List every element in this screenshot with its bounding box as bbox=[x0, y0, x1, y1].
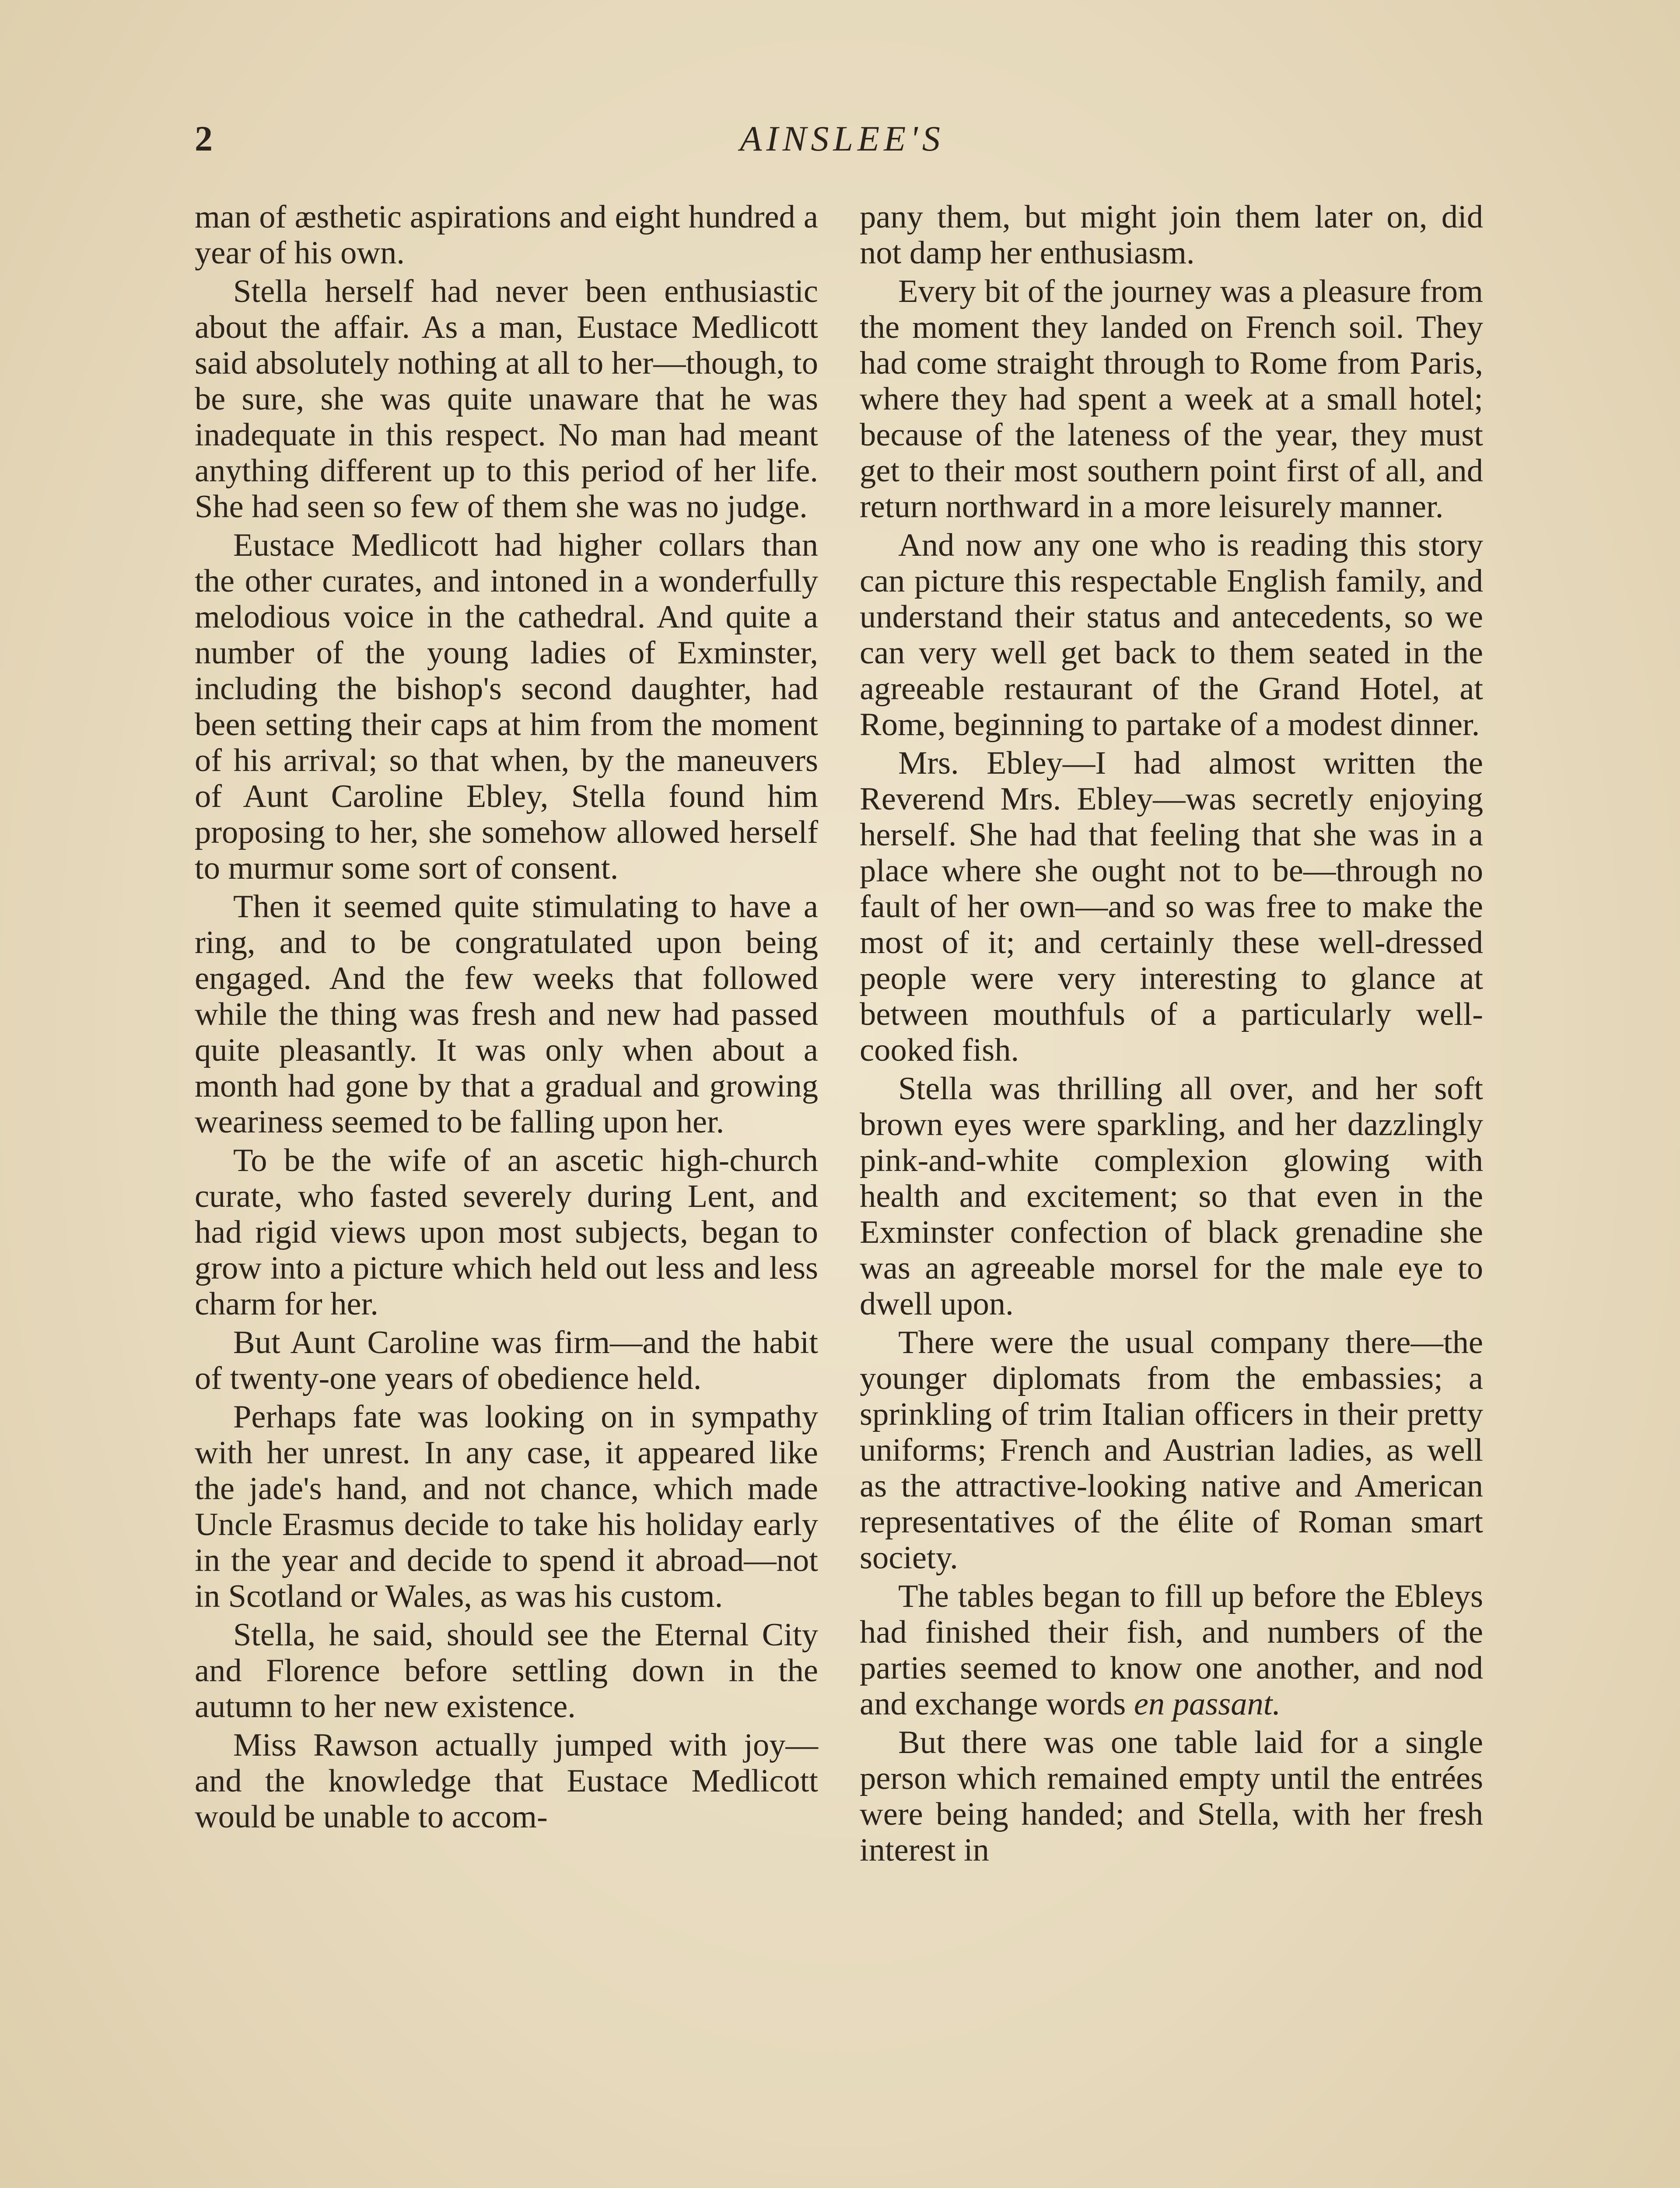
paragraph: Then it seemed quite stimulating to have a ring, and to be congratulated upon being engaged. And the few weeks that followed while the thing was fresh and new had passed quite pleasantly. It was only when about a month had gone by that a gradual and growing weariness seemed to be falling upon her. bbox=[195, 889, 818, 1140]
paragraph: pany them, but might join them later on, did not damp her enthusiasm. bbox=[860, 199, 1483, 271]
left-column bbox=[195, 199, 818, 1837]
italic-phrase: en passant. bbox=[1134, 1686, 1281, 1722]
paragraph: To be the wife of an ascetic high-church curate, who fasted severely during Lent, and had rigid views upon most subjects, began to grow into a picture which held out less and less charm for her. bbox=[195, 1143, 818, 1322]
paragraph: Perhaps fate was looking on in sympathy with her unrest. In any case, it appeared like the jade's hand, and not chance, which made Uncle Erasmus decide to take his holiday early in the year and decide to spend it abroad—not in Scotland or Wales, as was his custom. bbox=[195, 1399, 818, 1614]
paragraph: But there was one table laid for a single person which remained empty until the entrées were being handed; and Stella, with her fresh interest in bbox=[860, 1725, 1483, 1868]
paragraph: man of æsthetic aspirations and eight hundred a year of his own. bbox=[195, 199, 818, 271]
paragraph: Eustace Medlicott had higher collars than the other curates, and intoned in a wonderfully melodious voice in the cathedral. And quite a number of the young ladies of Exminster, including the bishop's second daughter, had been setting their caps at him from the moment of his arrival; so that when, by the maneuvers of Aunt Caroline Ebley, Stella found him proposing to her, she somehow allowed herself to murmur some sort of consent. bbox=[195, 527, 818, 886]
right-column bbox=[860, 199, 1483, 1871]
paragraph: Stella, he said, should see the Eternal City and Florence before settling down in the autumn to her new existence. bbox=[195, 1617, 818, 1725]
paragraph: Stella herself had never been enthusiastic about the affair. As a man, Eustace Medlicott said absolutely nothing at all to her—though, to be sure, she was quite unaware that he was inadequate in this respect. No man had meant anything different up to this period of her life. She had seen so few of them she was no judge. bbox=[195, 274, 818, 525]
paragraph: Stella was thrilling all over, and her soft brown eyes were sparkling, and her dazzlingly pink-and-white complexion glowing with health and excitement; so that even in the Exminster confection of black grenadine she was an agreeable morsel for the male eye to dwell upon. bbox=[860, 1071, 1483, 1322]
paragraph: Every bit of the journey was a pleasure from the moment they landed on French soil. They had come straight through to Rome from Paris, where they had spent a week at a small hotel; because of the lateness of the year, they must get to their most southern point first of all, and return northward in a more leisurely manner. bbox=[860, 274, 1483, 525]
running-head: AINSLEE'S bbox=[740, 119, 945, 158]
page-number: 2 bbox=[195, 119, 214, 158]
paragraph: But Aunt Caroline was firm—and the habit of twenty-one years of obedience held. bbox=[195, 1325, 818, 1396]
paragraph bbox=[860, 1578, 1483, 1722]
paragraph: There were the usual company there—the younger diplomats from the embassies; a sprinkling of trim Italian officers in their pretty uniforms; French and Austrian ladies, as well as the attractive-looking native and American representatives of the élite of Roman smart society. bbox=[860, 1325, 1483, 1576]
paragraph: Miss Rawson actually jumped with joy—and the knowledge that Eustace Medlicott would be unable to accom- bbox=[195, 1727, 818, 1835]
paragraph: Mrs. Ebley—I had almost written the Reverend Mrs. Ebley—was secretly enjoying herself. She had that feeling that she was in a place where she ought not to be—through no fault of her own—and so was free to make the most of it; and certainly these well-dressed people were very interesting to glance at between mouthfuls of a particularly well-cooked fish. bbox=[860, 745, 1483, 1068]
paragraph-text: The tables began to fill up before the Ebleys had finished their fish, and numbers of the parties seemed to know one another, and nod and exchange words bbox=[860, 1578, 1483, 1722]
paragraph: And now any one who is reading this story can picture this respectable English family, and understand their status and antecedents, so we can very well get back to them seated in the agreeable restaurant of the Grand Hotel, at Rome, beginning to partake of a modest dinner. bbox=[860, 527, 1483, 743]
page-header bbox=[195, 118, 1490, 171]
